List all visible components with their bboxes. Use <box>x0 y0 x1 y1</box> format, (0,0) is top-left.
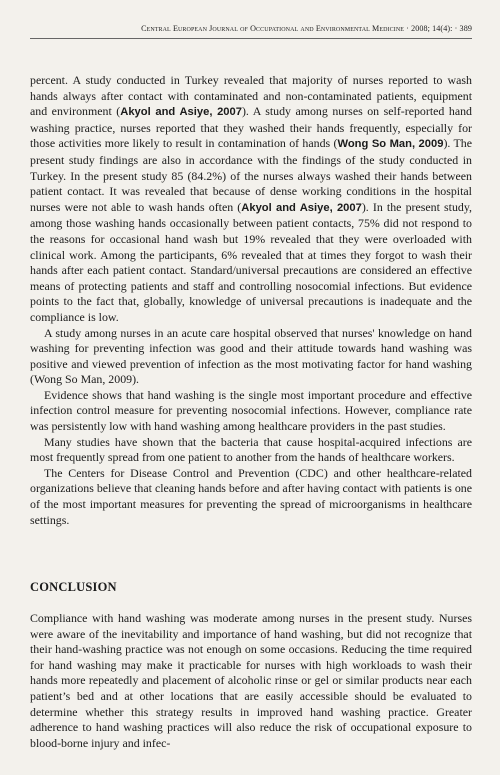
paragraph-3: Evidence shows that hand washing is the single most important procedure and effective infection control measure for preventing nosocomial infections. However, compliance rate was persistently low with hand washing among healthcare providers in the past studies. <box>30 387 472 434</box>
paragraph-2: A study among nurses in an acute care hospital observed that nurses' knowledge on hand washing for preventing infection was good and their attitude towards hand washing was positive and viewed prevention of infection as the most motivating factor for hand washing (Wong So Man, 2009). <box>30 325 472 387</box>
paragraph-1-text-a: percent. A study conducted in Turkey revealed that majority of nurses reported to wash hands always after contact with contaminated and non-contaminated patients, equipment and environment ( <box>30 73 472 119</box>
citation-wong-so-man: Wong So Man, 2009 <box>337 138 444 151</box>
article-body <box>30 73 472 528</box>
paragraph-1-text-c: ). The present study findings are also in accordance with the findings of the study conducted in Turkey. In the present study 85 (84.2%) of the nurses always washed their hands between patient contact. It was revealed that because of dense working conditions in the hospital nurses were not able to wash hands often ( <box>30 136 472 214</box>
citation-akyol-asiye-2: Akyol and Asiye, 2007 <box>241 201 362 214</box>
paragraph-1 <box>30 73 472 326</box>
paragraph-4: Many studies have shown that the bacteria that cause hospital-acquired infections are most frequently spread from one patient to another from the hands of healthcare workers. <box>30 434 472 465</box>
header-rule <box>30 38 472 39</box>
paragraph-1-text-b: ). A study among nurses on self-reported hand washing practice, nurses reported that they washed their hands frequently, especially for those activities more likely to result in contamination of hands ( <box>30 104 472 151</box>
paragraph-5: The Centers for Disease Control and Prevention (CDC) and other healthcare-related organizations believe that cleaning hands before and after having contact with patients is one of the most important measures for preventing the spread of microorganisms in healthcare settings. <box>30 465 472 527</box>
citation-akyol-asiye-1: Akyol and Asiye, 2007 <box>120 106 242 119</box>
conclusion-heading: CONCLUSION <box>30 580 117 594</box>
paragraph-1-text-d: ). In the present study, among those washing hands occasionally between patient contacts, 75% did not respond to the reasons for occasional hand wash but 19% revealed that they were overloaded with clinical work. Among the participants, 6% revealed that at times they forgot to wash their hands after each patient contact. Standard/universal precautions are considered an effective means of protecting patients and staff and controlling nosocomial infections. But evidence points to the fact that, globally, knowledge of universal precautions is inadequate and the compliance is low. <box>30 199 472 324</box>
conclusion-section <box>30 611 472 751</box>
running-head: Central European Journal of Occupational and Environmental Medicine · 2008; 14(4): · 389 <box>141 24 472 33</box>
conclusion-paragraph: Compliance with hand washing was moderate among nurses in the present study. Nurses were aware of the inevitability and importance of hand washing, but did not recognize that their hand-washing practice was not enough on some occasions. Reducing the time required for hand washing may make it practicable for nurses with high workloads to wash their hands more repeatedly and placement of alcoholic rinse or gel or similar products near each patient’s bed and at other locations that are easily accessible should be evaluated to determine whether this strategy results in improved hand washing practice. Greater adherence to hand washing practices will also reduce the risk of occupational exposure to blood-borne injury and infec- <box>30 611 472 750</box>
